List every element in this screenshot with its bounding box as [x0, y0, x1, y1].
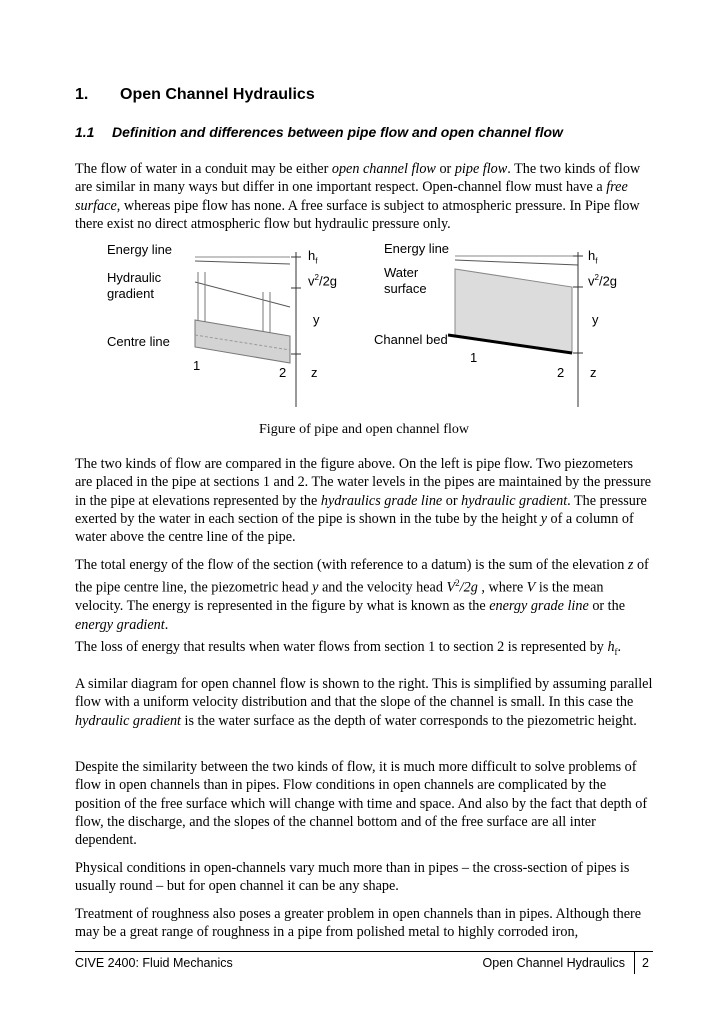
label-section-2-right: 2: [557, 365, 565, 380]
label-y-right: y: [592, 312, 599, 327]
paragraph-intro: The flow of water in a conduit may be either open channel flow or pipe flow. The two kinds of flow are similar in many ways but differ in one important respect. Open-channel flow must have a free surface, whereas pipe flow has none. A free surface is subject to atmospheric pressure. In Pipe flow there exist no direct atmospheric flow but hydraulic pressure only.: [75, 161, 641, 232]
channel-energy-line: [455, 260, 578, 265]
paragraph-pipe-flow: The two kinds of flow are compared in the figure above. On the left is pipe flow. Two piezometers are placed in the pipe at sections 1 and 2. The water levels in the pipes are maintained by the pressure in the pipe at elevations represented by the hydraulics grade line or hydraulic gradient. The pressure exerted by the water in each section of the pipe is shown in the tube by the height y of a column of water above the centre line of the pipe.: [75, 456, 652, 546]
hydraulic-gradient-line: [195, 282, 290, 307]
figure-caption: Figure of pipe and open channel flow: [259, 422, 469, 437]
energy-line: [195, 261, 290, 264]
label-channel-bed: Channel bed: [374, 332, 448, 347]
section-title: Open Channel Hydraulics: [120, 86, 315, 103]
paragraph-total-energy: The total energy of the flow of the section (with reference to a datum) is the sum of the elevation z of the pipe centre line, the piezometric head y and the velocity head $V^2/2g$ , where V is the mean velocity. The energy is represented in the figure by what is known as the energy grade line or the energy gradient.: [75, 557, 649, 633]
footer-separator: [634, 952, 635, 974]
label-hydraulic-1: Hydraulic: [107, 270, 162, 285]
label-section-1-left: 1: [193, 358, 201, 373]
paragraph-open-channel-diagram: A similar diagram for open channel flow is shown to the right. This is simplified by assuming parallel flow with a uniform velocity distribution and that the slope of the channel is small. In this case the hydraulic gradient is the water surface as the depth of water corresponds to the piezometric height.: [75, 676, 653, 729]
section-number: 1.: [75, 86, 89, 103]
label-energy-line-left: Energy line: [107, 242, 173, 257]
paragraph-physical-conditions: Physical conditions in open-channels vary much more than in pipes – the cross-section of pipes is usually round – but for open channel it can be any shape.: [75, 860, 630, 895]
label-velocity-head-left: $v^2/2g$: [308, 273, 338, 289]
label-energy-line-right: Energy line: [384, 241, 450, 256]
subsection-number: 1.1: [75, 124, 95, 140]
paragraph-difficulty: Despite the similarity between the two kinds of flow, it is much more difficult to solve problems of flow in open channels than in pipes. Flow conditions in open channels are complicated by the position of the free surface which will change with time and space. And also by the fact that depth of flow, the discharge, and the slopes of the channel bottom and of the free surface are all inter dependent.: [75, 759, 648, 849]
label-centre-line: Centre line: [107, 334, 170, 349]
footer-chapter: Open Channel Hydraulics: [482, 956, 625, 970]
channel-water-body: [455, 269, 572, 353]
label-z-right: z: [590, 365, 597, 380]
label-y-left: y: [313, 312, 320, 327]
pipe-channel-figure: [0, 232, 728, 414]
label-water-1: Water: [384, 265, 419, 280]
paragraph-roughness: Treatment of roughness also poses a greater problem in open channels than in pipes. Although there may be a great range of roughness in a pipe from polished metal to highly corroded iron,: [75, 906, 642, 941]
label-water-2: surface: [384, 281, 427, 296]
subsection-title: Definition and differences between pipe flow and open channel flow: [112, 124, 563, 140]
footer-page-number: 2: [642, 956, 649, 970]
figure-drawing: [0, 232, 728, 414]
label-hydraulic-2: gradient: [107, 286, 154, 301]
label-hf-right: $h_f$: [588, 248, 598, 266]
footer-course: CIVE 2400: Fluid Mechanics: [75, 956, 233, 970]
label-hf-left: $h_f$: [308, 248, 318, 266]
label-z-left: z: [311, 365, 318, 380]
label-section-2-left: 2: [279, 365, 287, 380]
label-section-1-right: 1: [470, 350, 478, 365]
paragraph-energy-loss: The loss of energy that results when water flows from section 1 to section 2 is represented by $h_f$.: [75, 639, 622, 657]
pipe-section: [195, 320, 290, 363]
label-velocity-head-right: $v^2/2g$: [588, 273, 618, 289]
page-footer: [75, 951, 653, 970]
